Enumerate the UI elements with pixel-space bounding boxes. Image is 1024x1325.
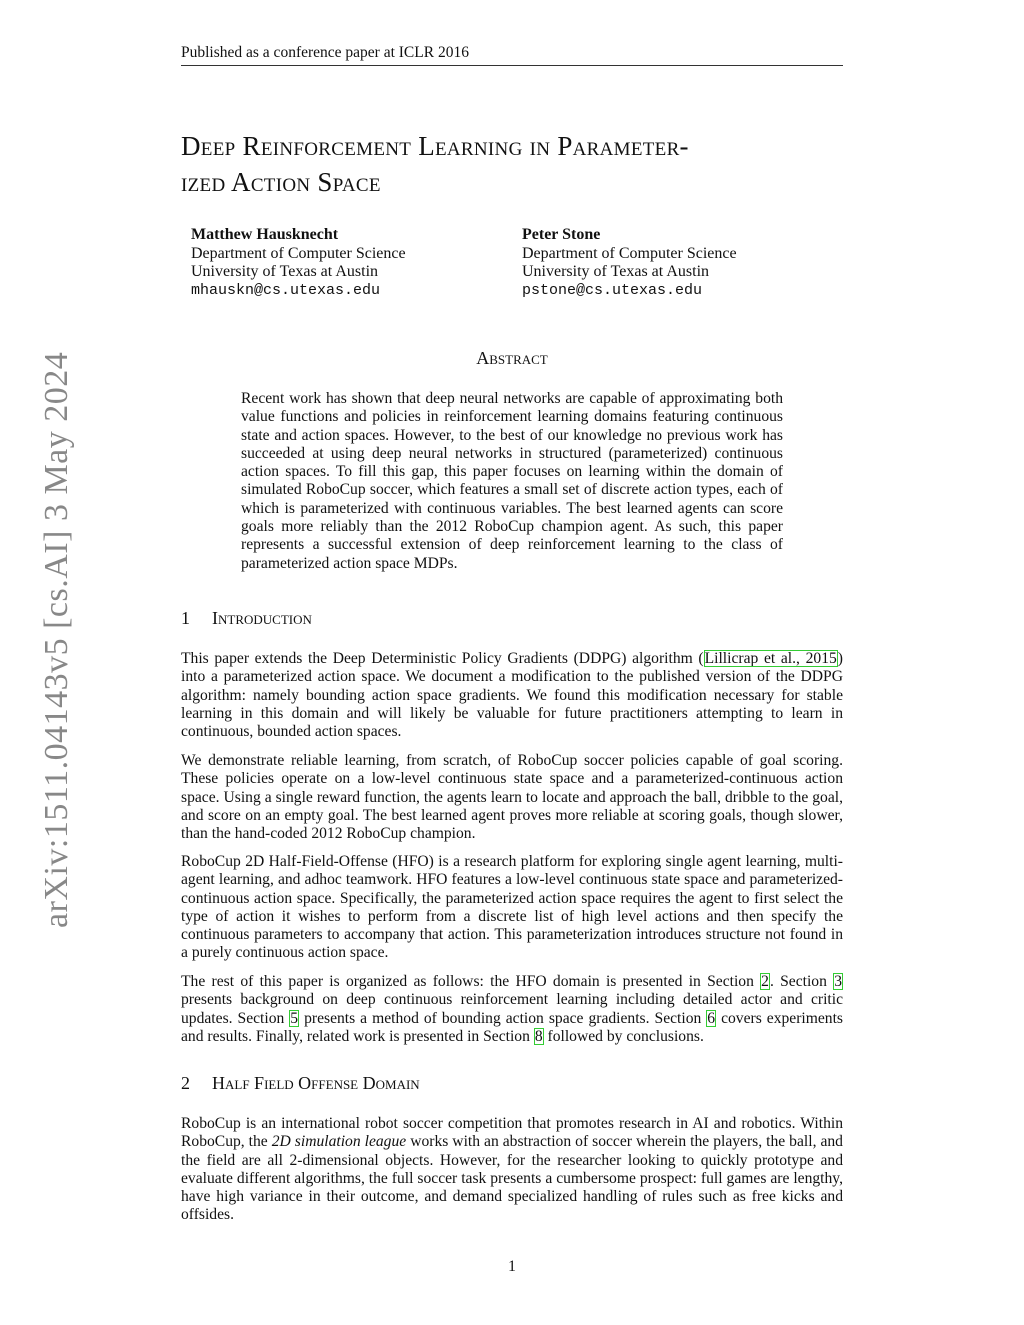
intro-paragraph-4: [181, 973, 843, 1046]
section-link[interactable]: 6: [707, 1009, 716, 1027]
abstract-heading: Abstract: [476, 348, 548, 368]
text-span: covers experiments and results. Finally, related work is presented in Section: [181, 1009, 843, 1045]
intro-paragraph-1: [181, 650, 843, 741]
intro-paragraph-2: We demonstrate reliable learning, from scratch, of RoboCup soccer policies capable of goal scoring. These policies operate on a low-level continuous state space and a parameterized-continuous action space. Using a single reward function, the agents learn to locate and approach the ball, dribble to the goal, and score on an empty goal. The best learned agent proves more reliable at scoring goals, though slower, than the hand-coded 2012 RoboCup champion.: [181, 752, 843, 843]
text-span: followed by conclusions.: [543, 1027, 704, 1045]
author-block-2: [522, 226, 737, 300]
citation-link[interactable]: Lillicrap et al., 2015: [704, 650, 837, 667]
title-line-1: Deep Reinforcement Learning in Parameter-: [181, 131, 689, 161]
author-univ: University of Texas at Austin: [522, 263, 710, 280]
section-title: Introduction: [212, 608, 312, 628]
text-span: RoboCup is an international robot soccer competition that promotes research in AI and robotics. Within RoboCup, the: [181, 1115, 843, 1151]
page-number: 1: [508, 1258, 516, 1275]
title-line-2: ized Action Space: [181, 167, 381, 197]
section-heading-introduction: [181, 608, 312, 629]
abstract-text: Recent work has shown that deep neural networks are capable of approximating both value functions and policies in reinforcement learning domains featuring continuous state and action spaces. However, to the best of our knowledge no previous work has succeeded at using deep neural networks in structured (parameterized) continuous action spaces. To fill this gap, this paper focuses on learning within the domain of simulated RoboCup soccer, which features a small set of discrete action types, each of which is parameterized with continuous variables. The best learned agents can score goals more reliably than the 2012 RoboCup champion agent. As such, this paper represents a successful extension of deep reinforcement learning to the class of parameterized action space MDPs.: [241, 390, 783, 572]
text-span: works with an abstraction of soccer wherein the players, the ball, and the field are all 2-dimensional objects. However, for the researcher looking to quickly prototype and evaluate different algorithms, the full soccer task presents a cumbersome prospect: full games are lengthy, have high variance in their outcome, and demand specialized handling of rules such as free kicks and offsides.: [181, 1133, 843, 1224]
emphasis-text: 2D simulation league: [271, 1133, 407, 1151]
text-span: This paper extends the Deep Deterministic Policy Gradients (DDPG) algorithm (: [181, 650, 704, 667]
section-title: Half Field Offense Domain: [212, 1073, 420, 1093]
author-email[interactable]: mhauskn@cs.utexas.edu: [191, 281, 381, 299]
author-email[interactable]: pstone@cs.utexas.edu: [522, 281, 703, 299]
section-number: 2: [181, 1073, 190, 1093]
author-name: Peter Stone: [522, 226, 601, 243]
author-block-1: [191, 226, 406, 300]
intro-paragraph-3: RoboCup 2D Half-Field-Offense (HFO) is a research platform for exploring single agent learning, multi-agent learning, and adhoc teamwork. HFO features a low-level continuous state space and parameterized-continuous action space. Specifically, the parameterized action space requires the agent to first select the type of action it wishes to perform from a discrete list of high level actions and then specify the continuous parameters to accompany that action. This parameterization introduces structure not found in a purely continuous action space.: [181, 853, 843, 962]
author-dept: Department of Computer Science: [522, 244, 737, 262]
paper-title: [181, 128, 861, 200]
author-univ: University of Texas at Austin: [191, 263, 379, 280]
author-dept: Department of Computer Science: [191, 244, 406, 262]
section-number: 1: [181, 608, 190, 628]
text-span: ) into a parameterized action space. We document a modification to the published version of the DDPG algorithm: namely bounding action space gradients. We found this modification necessary for stable learning in this domain and will likely be valuable for future practitioners attempting to learn in continuous, bounded action spaces.: [181, 650, 843, 741]
section-link[interactable]: 2: [761, 973, 769, 990]
hfo-paragraph-1: [181, 1115, 843, 1225]
text-span: presents background on deep continuous reinforcement learning including detailed actor and critic updates. Section: [181, 991, 843, 1027]
section-link[interactable]: 5: [290, 1009, 299, 1027]
section-heading-hfo-domain: [181, 1073, 420, 1094]
arxiv-stamp: arXiv:1511.04143v5 [cs.AI] 3 May 2024: [38, 351, 75, 928]
section-link[interactable]: 3: [834, 973, 842, 990]
text-span: . Section: [769, 973, 834, 990]
text-span: presents a method of bounding action space gradients. Section: [299, 1009, 707, 1027]
text-span: The rest of this paper is organized as follows: the HFO domain is presented in Section: [181, 973, 761, 990]
section-link[interactable]: 8: [534, 1027, 543, 1045]
running-header: Published as a conference paper at ICLR 2016: [181, 44, 843, 66]
author-name: Matthew Hausknecht: [191, 226, 339, 243]
